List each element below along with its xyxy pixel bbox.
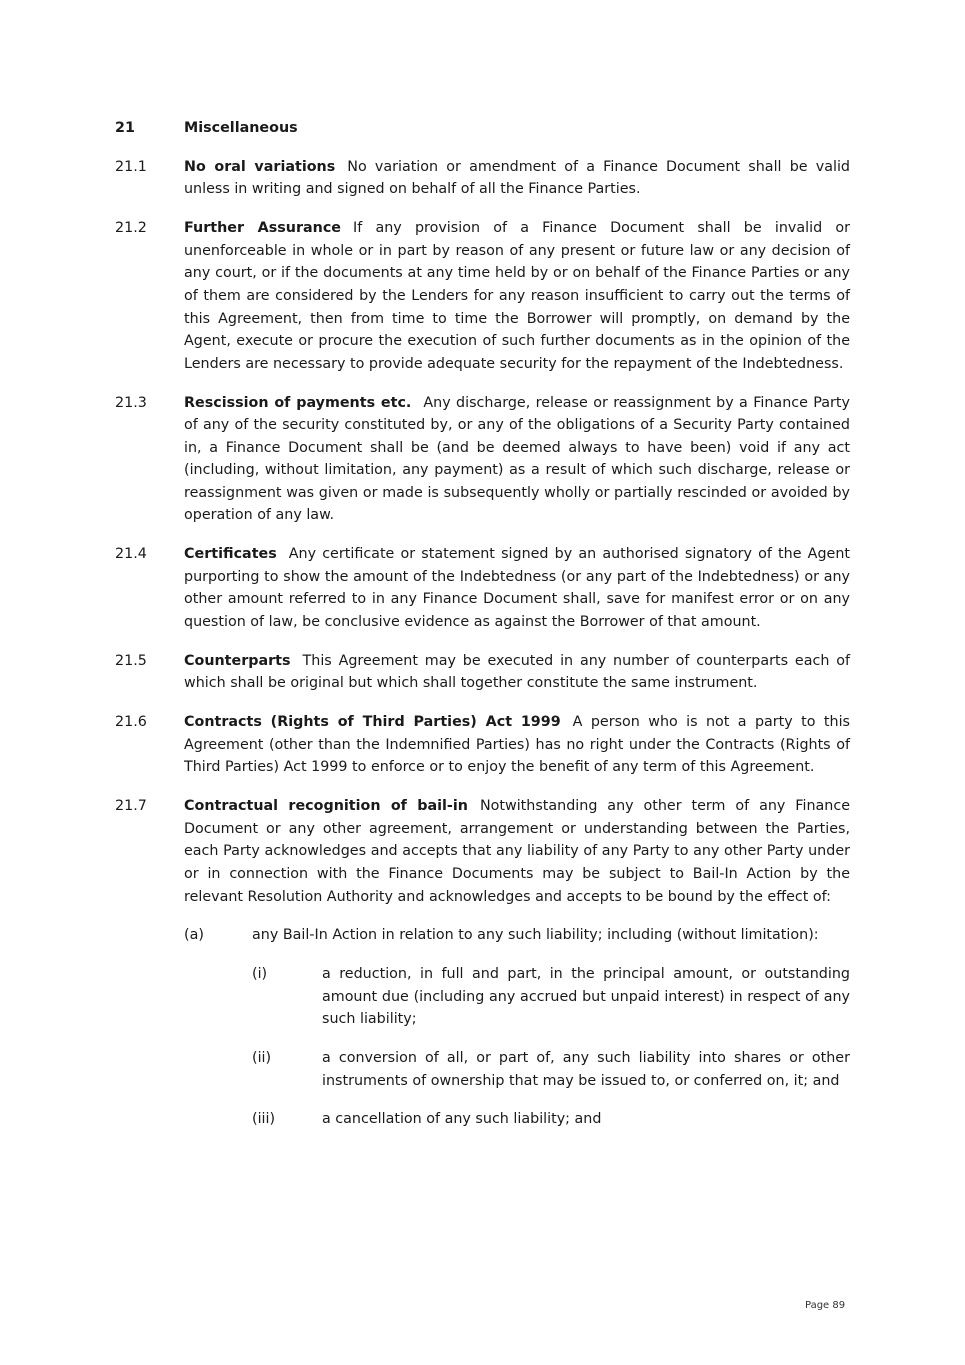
clause [115,711,850,779]
sub-sub-clause-number: (iii) [252,1111,276,1128]
clause-text: Any discharge, release or reassignment by a Finance Party of any of the security constituted by, or any of the obligations of a Security Party contained in, a Finance Document shall be (and be deemed always to have been) void if any act (including, without limitation, any payment) as a result of which such discharge, release or reassignment was given or made is subsequently wholly or partially rescinded or avoided by operation of any law. [184,394,850,524]
clause [115,156,850,201]
clause-body [184,156,850,201]
sub-sub-clause-number: (ii) [252,1050,272,1067]
clause-body [184,650,850,695]
clause-body [184,543,850,633]
clause [115,392,850,528]
clause [115,650,850,695]
page-number: Page 89 [805,1300,846,1311]
clause-title: Counterparts [184,652,291,669]
clause-title: Rescission of payments etc. [184,394,412,411]
clause-text: This Agreement may be executed in any number of counterparts each of which shall be original but which shall together constitute the same instrument. [184,652,850,692]
document-page [115,117,850,1147]
sub-sub-clause [252,1108,850,1131]
sub-sub-clause-text: a reduction, in full and part, in the principal amount, or outstanding amount due (including any accrued but unpaid interest) in respect of any such liability; [322,966,850,1028]
clause-number: 21.1 [115,158,147,175]
sub-sub-clause [252,963,850,1031]
clause-title: Contracts (Rights of Third Parties) Act 1999 [184,714,561,731]
sub-clause-a [184,924,850,947]
clause-number: 21.2 [115,220,147,237]
clause-number: 21.3 [115,394,147,411]
section-heading [115,117,850,140]
sub-sub-clause-number: (i) [252,966,268,983]
clause-body [184,711,850,779]
sub-sub-clause [252,1047,850,1092]
sub-clause-number: (a) [184,927,204,944]
clause-text: No variation or amendment of a Finance Document shall be valid unless in writing and signed on behalf of all the Finance Parties. [184,158,850,198]
clause-text: Any certificate or statement signed by an authorised signatory of the Agent purporting to show the amount of the Indebtedness (or any part of the Indebtedness) or any other amount referred to in any Finance Document shall, save for manifest error or on any question of law, be conclusive evidence as against the Borrower of that amount. [184,546,850,631]
clause-body [184,392,850,528]
clause [115,217,850,375]
section-number: 21 [115,120,135,136]
clause [115,795,850,908]
clause-title: No oral variations [184,158,336,175]
sub-sub-clause-text: a cancellation of any such liability; and [322,1111,602,1128]
clause-body [184,795,850,908]
section-title: Miscellaneous [184,120,298,136]
clause-number: 21.5 [115,652,147,669]
clause-title: Certificates [184,546,277,563]
sub-clause-text: any Bail-In Action in relation to any such liability; including (without limitation): [252,927,819,944]
clause [115,543,850,633]
clause-text: If any provision of a Finance Document shall be invalid or unenforceable in whole or in part by reason of any present or future law or any decision of any court, or if the documents at any time held by or on behalf of the Finance Parties or any of them are considered by the Lenders for any reason insufficient to carry out the terms of this Agreement, then from time to time the Borrower will promptly, on demand by the Agent, execute or procure the execution of such further documents as in the opinion of the Lenders are necessary to provide adequate security for the repayment of the Indebtedness. [184,220,850,372]
clause-number: 21.7 [115,798,147,815]
sub-sub-clause-text: a conversion of all, or part of, any such liability into shares or other instruments of ownership that may be issued to, or conferred on, it; and [322,1050,850,1089]
clause-body [184,217,850,375]
clause-title: Further Assurance [184,220,341,237]
clause-text: Notwithstanding any other term of any Finance Document or any other agreement, arrangement or understanding between the Parties, each Party acknowledges and accepts that any liability of any Party to any other Party under or in connection with the Finance Documents may be subject to Bail-In Action by the relevant Resolution Authority and acknowledges and accepts to be bound by the effect of: [184,798,850,905]
clause-number: 21.6 [115,714,147,731]
clause-number: 21.4 [115,546,147,563]
clause-title: Contractual recognition of bail-in [184,798,468,815]
clause-text: A person who is not a party to this Agreement (other than the Indemnified Parties) has no right under the Contracts (Rights of Third Parties) Act 1999 to enforce or to enjoy the benefit of any term of this Agreement. [184,714,850,776]
